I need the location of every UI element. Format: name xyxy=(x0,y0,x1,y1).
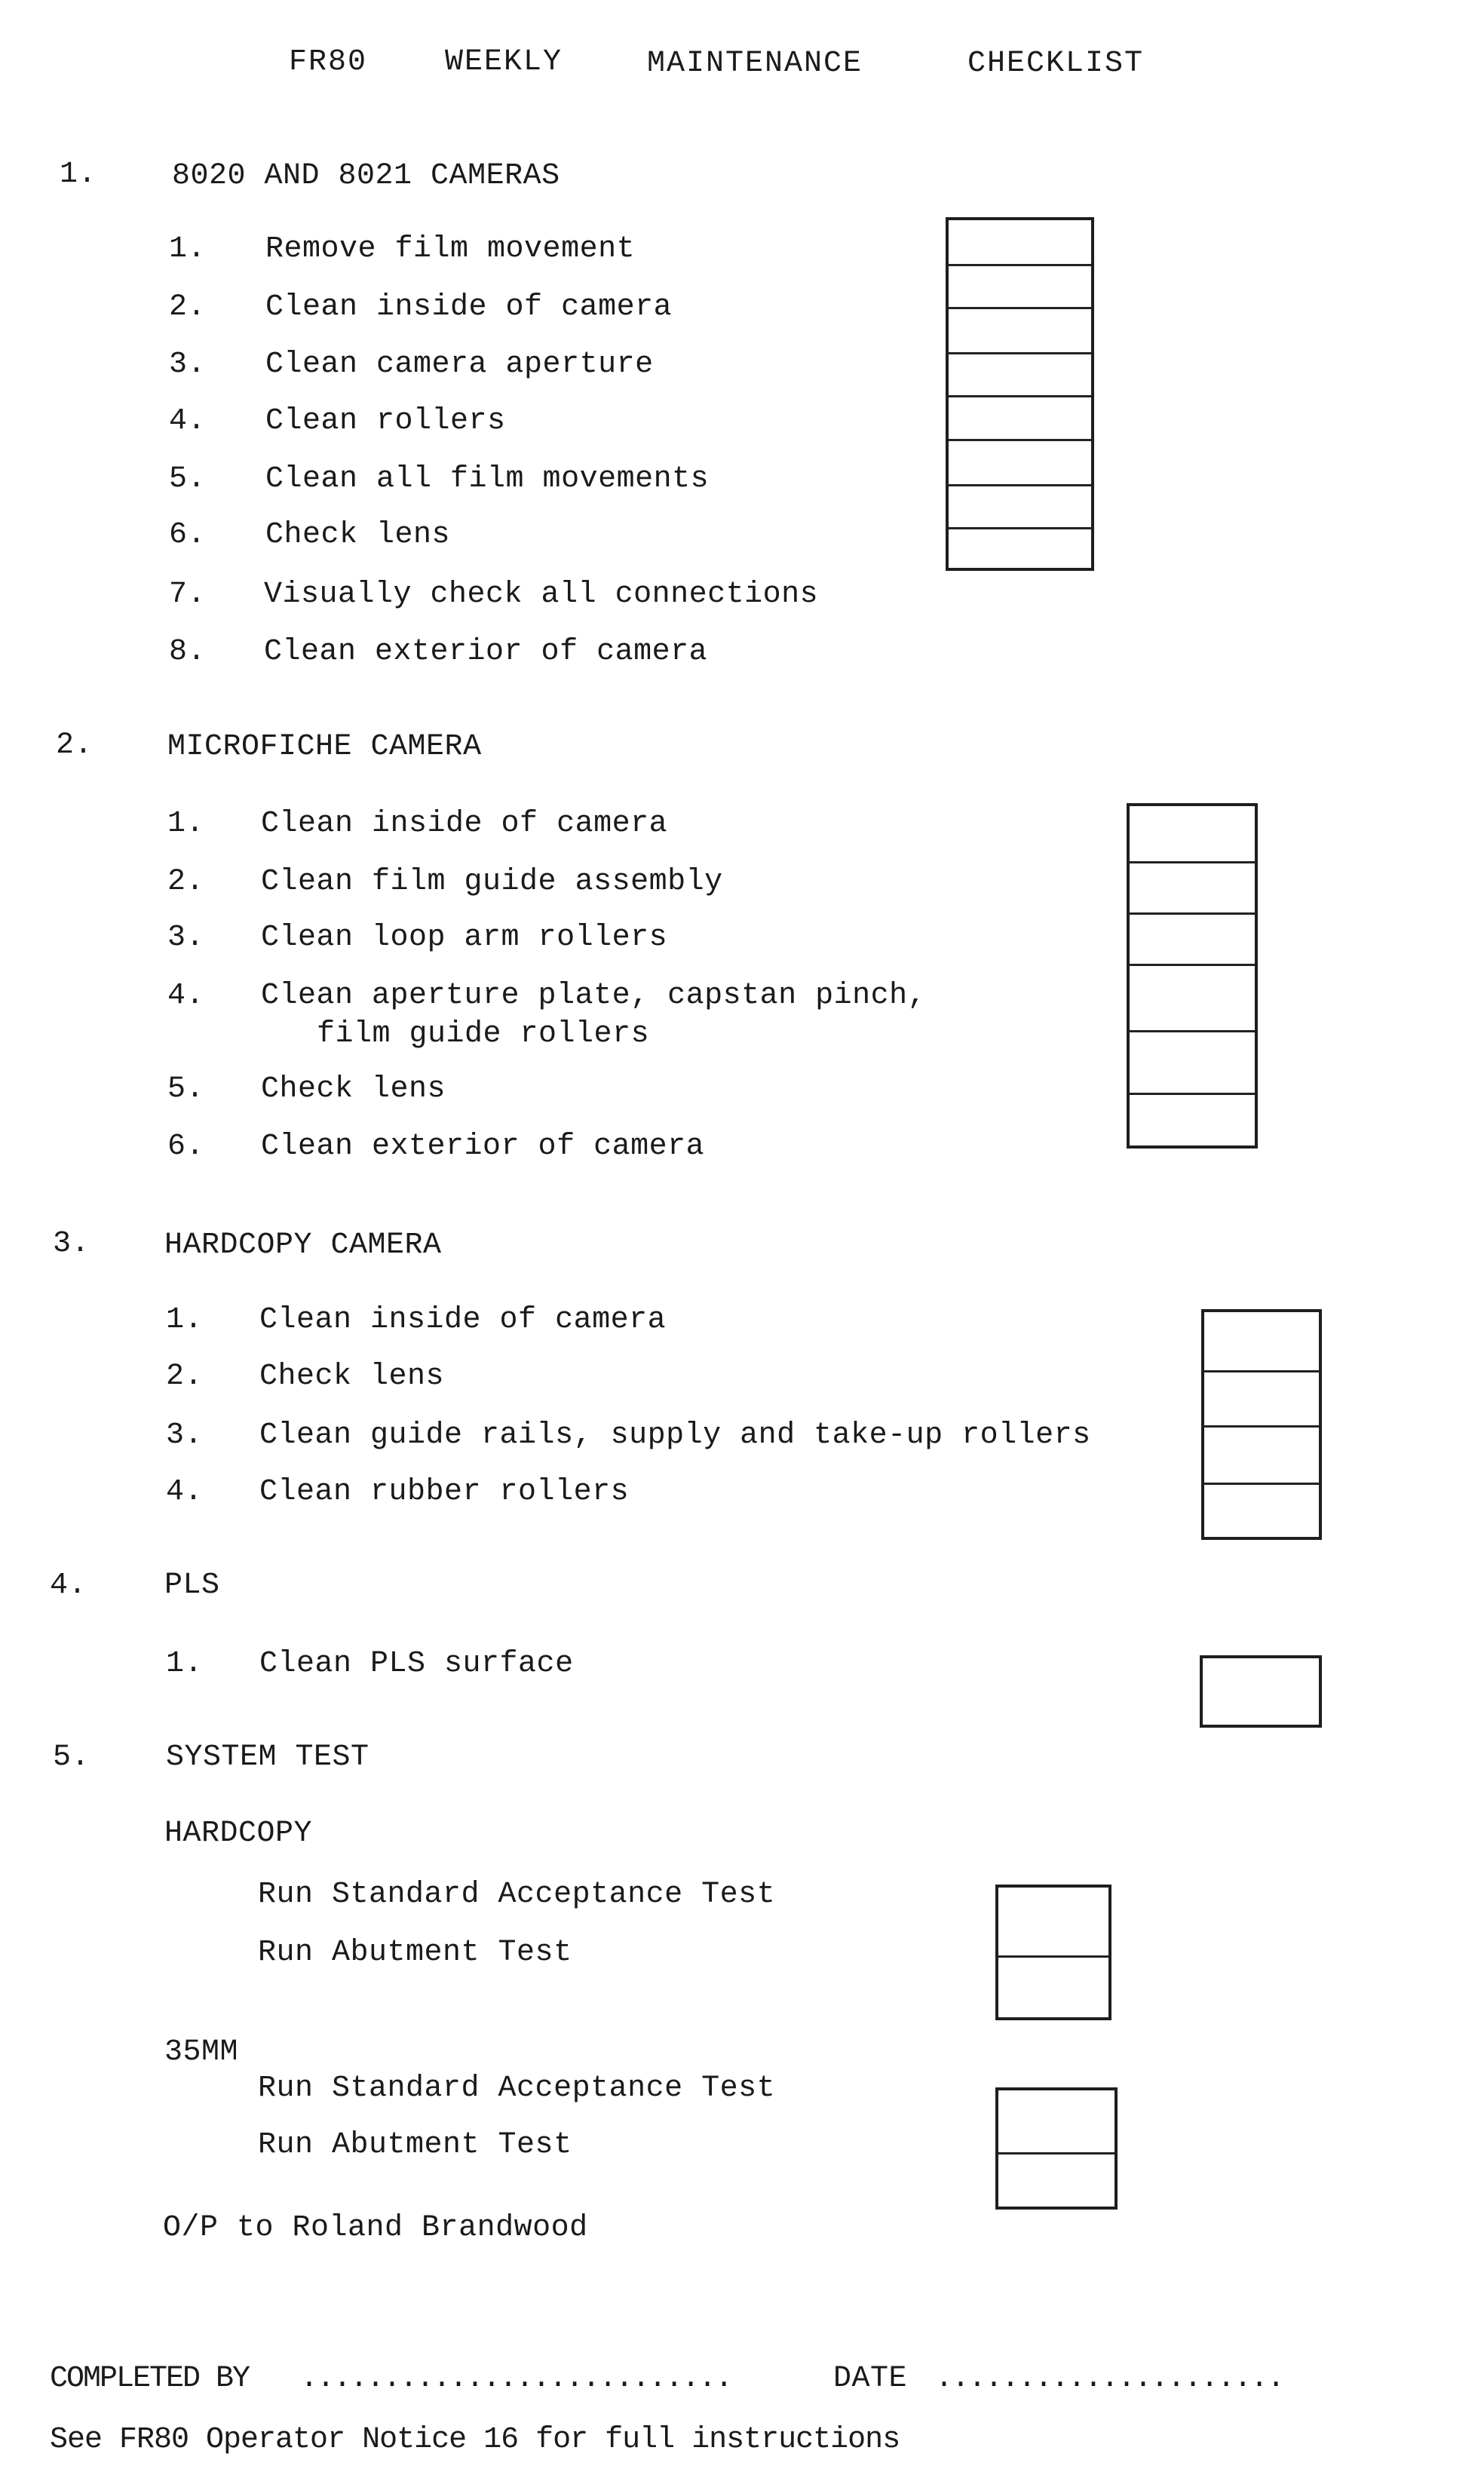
checkbox-column xyxy=(995,1885,1111,2020)
item-number: 2. xyxy=(167,865,205,899)
checkbox-cell[interactable] xyxy=(1204,1483,1319,1542)
item-number: 3. xyxy=(169,348,207,382)
group-label-35mm: 35MM xyxy=(164,2035,239,2069)
item-number: 4. xyxy=(166,1475,204,1509)
checkbox-cell[interactable] xyxy=(998,1955,1108,2023)
item-text: Clean rollers xyxy=(265,404,506,438)
item-number: 6. xyxy=(169,518,207,552)
test-item: Run Abutment Test xyxy=(258,2128,572,2162)
checkbox-cell[interactable] xyxy=(949,395,1091,441)
item-number: 4. xyxy=(169,404,207,438)
item-number: 4. xyxy=(167,979,205,1013)
title-word-weekly: WEEKLY xyxy=(445,45,563,79)
item-text: Check lens xyxy=(261,1072,446,1106)
item-text: Clean film guide assembly xyxy=(261,865,723,899)
title-word-fr80: FR80 xyxy=(289,45,368,79)
checkbox-cell[interactable] xyxy=(949,352,1091,398)
completed-by-label: COMPLETED BY xyxy=(50,2362,250,2396)
checkbox-cell[interactable] xyxy=(1204,1370,1319,1428)
item-text: Clean inside of camera xyxy=(265,290,673,324)
item-number: 1. xyxy=(167,807,205,841)
checkbox-cell[interactable] xyxy=(998,1888,1108,1955)
item-text: Clean loop arm rollers xyxy=(261,921,668,955)
date-label: DATE xyxy=(833,2362,908,2396)
checkbox-cell[interactable] xyxy=(1130,912,1255,966)
item-number: 3. xyxy=(167,921,205,955)
checkbox-column xyxy=(995,2087,1118,2210)
section-number: 2. xyxy=(56,728,94,762)
checkbox-cell[interactable] xyxy=(1204,1312,1319,1370)
checkbox-cell[interactable] xyxy=(949,264,1091,310)
checkbox-column xyxy=(946,217,1094,571)
item-text: Check lens xyxy=(265,518,451,552)
checkbox[interactable] xyxy=(1200,1655,1322,1728)
checkbox-cell[interactable] xyxy=(949,527,1091,573)
item-number: 3. xyxy=(166,1418,204,1452)
checkbox-cell[interactable] xyxy=(1130,806,1255,861)
checkbox-cell[interactable] xyxy=(1130,1030,1255,1095)
item-text: Visually check all connections xyxy=(264,578,819,612)
item-number: 5. xyxy=(169,462,207,496)
checkbox-cell[interactable] xyxy=(998,2152,1115,2212)
item-text-continued: film guide rollers xyxy=(317,1017,650,1051)
item-text: Clean PLS surface xyxy=(259,1647,574,1681)
item-text: Check lens xyxy=(259,1360,445,1394)
test-item: Run Standard Acceptance Test xyxy=(258,1878,776,1912)
item-text: Clean inside of camera xyxy=(261,807,668,841)
checkbox-cell[interactable] xyxy=(1130,964,1255,1032)
item-text: Clean exterior of camera xyxy=(261,1130,705,1164)
section-number: 1. xyxy=(60,158,97,192)
checkbox-column xyxy=(1201,1309,1322,1540)
section-number: 5. xyxy=(53,1740,90,1774)
completed-by-field[interactable]: .......................... xyxy=(300,2362,732,2396)
checkbox-column xyxy=(1127,803,1258,1149)
item-text: Clean all film movements xyxy=(265,462,710,496)
section-heading: HARDCOPY CAMERA xyxy=(164,1228,442,1262)
checkbox-cell[interactable] xyxy=(1130,1093,1255,1151)
checkbox-cell[interactable] xyxy=(949,307,1091,353)
title-word-checklist: CHECKLIST xyxy=(967,47,1145,81)
checkbox-cell[interactable] xyxy=(998,2090,1115,2152)
item-text: Clean rubber rollers xyxy=(259,1475,630,1509)
item-text: Clean inside of camera xyxy=(259,1303,667,1337)
date-field[interactable]: ..................... xyxy=(935,2362,1284,2396)
section-heading: SYSTEM TEST xyxy=(166,1740,369,1774)
section-heading: 8020 AND 8021 CAMERAS xyxy=(172,159,560,193)
output-note: O/P to Roland Brandwood xyxy=(163,2211,588,2245)
section-heading: PLS xyxy=(164,1569,220,1602)
section-number: 3. xyxy=(53,1227,90,1261)
item-number: 1. xyxy=(166,1647,204,1681)
title-word-maintenance: MAINTENANCE xyxy=(647,47,863,81)
item-number: 5. xyxy=(167,1072,205,1106)
item-number: 6. xyxy=(167,1130,205,1164)
item-text: Clean exterior of camera xyxy=(264,635,708,669)
checkbox-cell[interactable] xyxy=(949,484,1091,530)
item-number: 1. xyxy=(166,1303,204,1337)
item-number: 2. xyxy=(169,290,207,324)
item-text: Remove film movement xyxy=(265,232,636,266)
item-number: 1. xyxy=(169,232,207,266)
checkbox-cell[interactable] xyxy=(1130,861,1255,915)
checkbox-cell[interactable] xyxy=(949,220,1091,264)
section-number: 4. xyxy=(50,1569,87,1602)
instructions-note: See FR80 Operator Notice 16 for full instructions xyxy=(50,2423,900,2457)
group-label-hardcopy: HARDCOPY xyxy=(164,1817,313,1851)
test-item: Run Standard Acceptance Test xyxy=(258,2072,776,2105)
item-number: 2. xyxy=(166,1360,204,1394)
item-number: 8. xyxy=(169,635,207,669)
item-text: Clean guide rails, supply and take-up rollers xyxy=(259,1418,1091,1452)
section-heading: MICROFICHE CAMERA xyxy=(167,730,482,764)
item-text: Clean camera aperture xyxy=(265,348,654,382)
checkbox-cell[interactable] xyxy=(1204,1425,1319,1485)
item-text: Clean aperture plate, capstan pinch, xyxy=(261,979,927,1013)
checkbox-cell[interactable] xyxy=(949,439,1091,485)
test-item: Run Abutment Test xyxy=(258,1936,572,1970)
item-number: 7. xyxy=(169,578,207,612)
